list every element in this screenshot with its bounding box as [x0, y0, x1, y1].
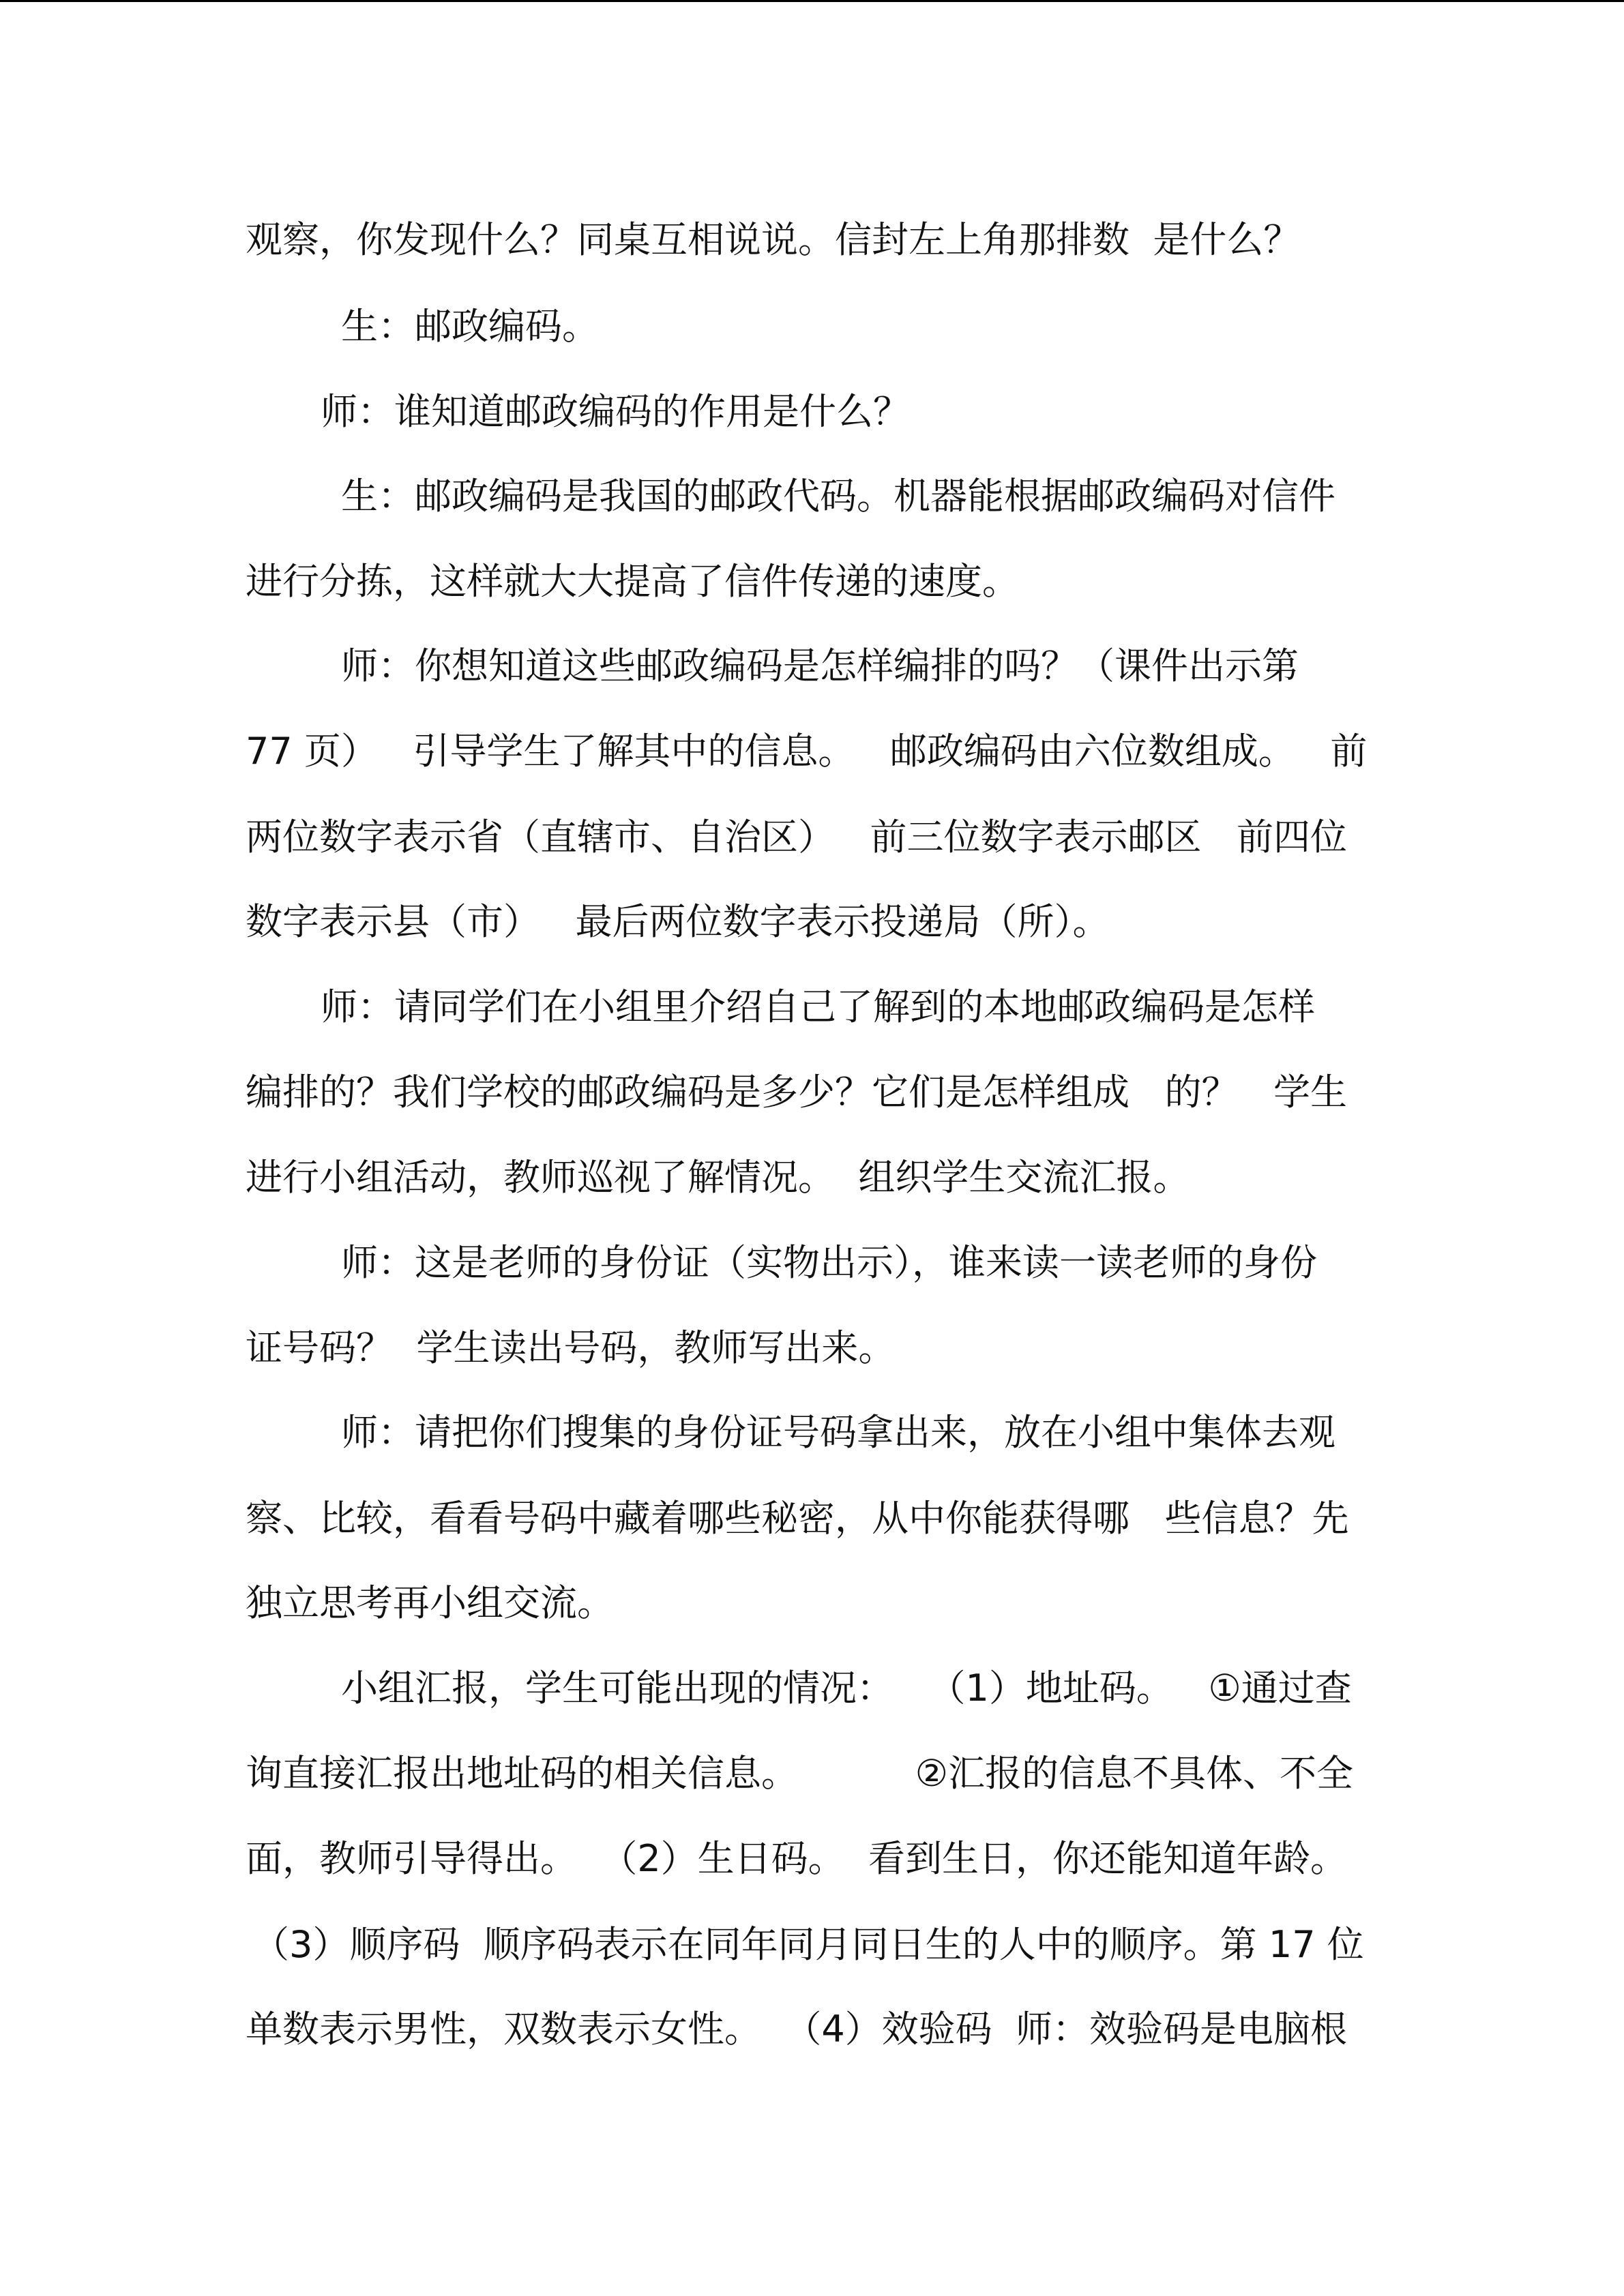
text-line-10: 师：请同学们在小组里介绍自己了解到的本地邮政编码是怎样	[321, 985, 1315, 1028]
text-line-22: 单数表示男性，双数表示女性。 （4）效验码 师：效验码是电脑根	[246, 2008, 1348, 2051]
text-line-17: 独立思考再小组交流。	[246, 1581, 614, 1624]
text-line-19: 询直接汇报出地址码的相关信息。 ②汇报的信息不具体、不全	[246, 1752, 1354, 1795]
text-line-15: 师：请把你们搜集的身份证号码拿出来，放在小组中集体去观	[341, 1411, 1335, 1454]
text-line-5: 进行分拣，这样就大大提高了信件传递的速度。	[246, 560, 1019, 603]
text-line-4: 生：邮政编码是我国的邮政代码。机器能根据邮政编码对信件	[341, 475, 1335, 518]
text-line-12: 进行小组活动，教师巡视了解情况。 组织学生交流汇报。	[246, 1156, 1190, 1199]
text-line-1: 观察，你发现什么？同桌互相说说。信封左上角那排数 是什么？	[246, 218, 1301, 261]
text-line-14: 证号码？ 学生读出号码，教师写出来。	[246, 1326, 896, 1369]
text-line-13: 师：这是老师的身份证（实物出示），谁来读一读老师的身份	[341, 1241, 1317, 1284]
text-line-11: 编排的？我们学校的邮政编码是多少？它们是怎样组成 的？ 学生	[246, 1071, 1347, 1114]
text-line-20: 面，教师引导得出。 （2）生日码。 看到生日，你还能知道年龄。	[246, 1837, 1348, 1880]
text-line-3: 师：谁知道邮政编码的作用是什么？	[321, 390, 910, 433]
text-line-6: 师：你想知道这些邮政编码是怎样编排的吗？（课件出示第	[341, 644, 1299, 687]
text-line-9: 数字表示县（市） 最后两位数字表示投递局（所）。	[246, 900, 1110, 943]
text-line-8: 两位数字表示省（直辖市、自治区） 前三位数字表示邮区 前四位	[246, 816, 1347, 859]
text-line-16: 察、比较，看看号码中藏着哪些秘密，从中你能获得哪 些信息？先	[246, 1497, 1349, 1540]
text-line-2: 生：邮政编码。	[341, 305, 599, 348]
text-line-7: 77 页） 引导学生了解其中的信息。 邮政编码由六位数组成。 前	[246, 730, 1368, 773]
text-line-18: 小组汇报，学生可能出现的情况： （1）地址码。 ①通过查	[341, 1667, 1352, 1710]
text-line-21: （3）顺序码 顺序码表示在同年同月同日生的人中的顺序。第 17 位	[252, 1923, 1364, 1966]
